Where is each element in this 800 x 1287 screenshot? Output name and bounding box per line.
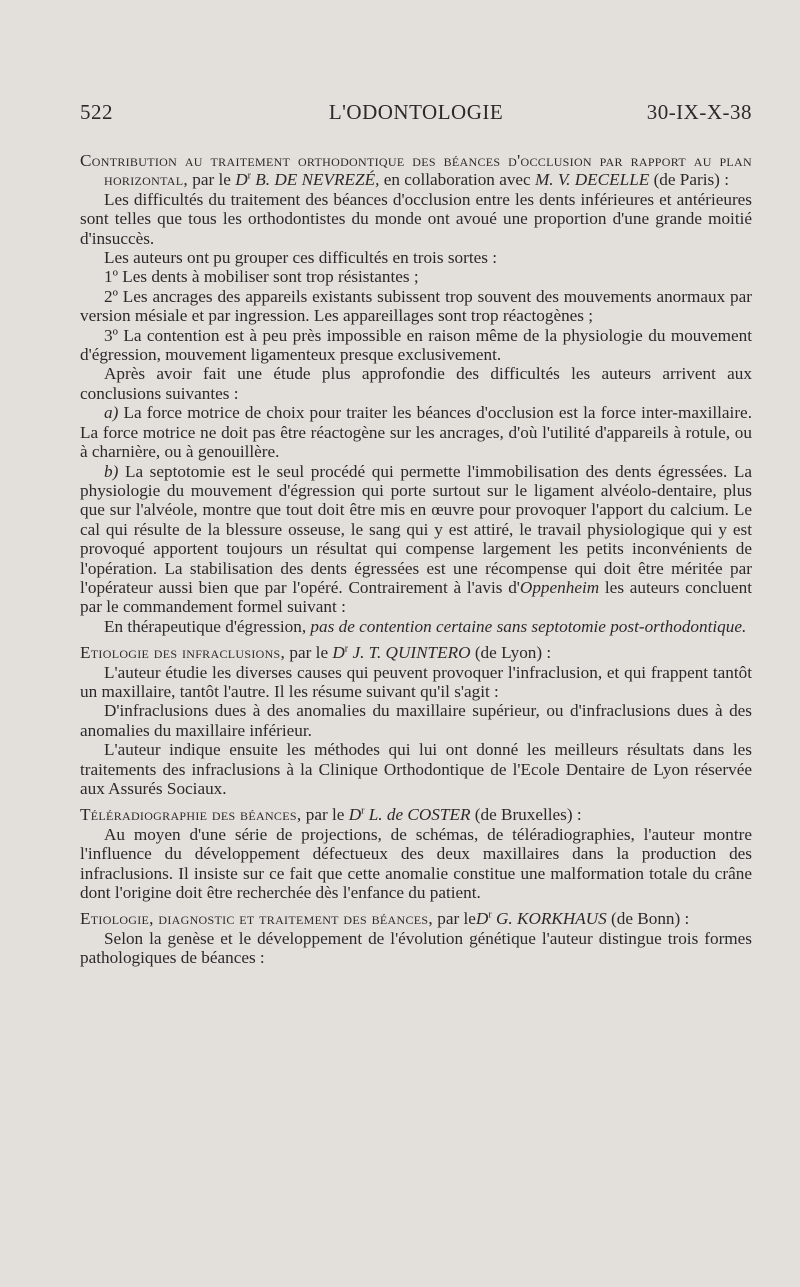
paragraph: Au moyen d'une série de projections, de schémas, de téléradiographies, l'auteur montre l'influence du développement défectueux des deux maxillaires dans la production des infraclusions. Il insiste sur ce fait que cette anomalie constitue une malformation totale du crâne dont l'origine doit être recherchée dès l'enfance du patient. [80,824,752,903]
paragraph: Les auteurs ont pu grouper ces difficultés en trois sortes : [104,248,497,268]
list-item: 2º Les ancrages des appareils existants subissent trop souvent des mouvements anormaux par version mésiale et par ingression. Les appareillages sont trop réactogènes ; [80,286,752,326]
paragraph: Après avoir fait une étude plus approfondie des difficultés les auteurs arrivent aux conclusions suivantes : [80,364,752,403]
author-title: D [235,170,248,190]
section-title: Contribution au traitement orthodontique des béances d'occlusion par rapport au plan horizontal, [80,151,752,190]
page-number: 522 [80,100,113,124]
paragraph: Les difficultés du traitement des béances d'occlusion entre les dents inférieures et antérieures sont telles que tous les orthodontistes du monde ont avoué une proportion d'une grande moitié d'insuccès. [80,189,752,248]
section-heading-2: Etiologie des infraclusions, par le $D^r$ J. T. QUINTERO (de Lyon) : [80,643,552,663]
conclusion-b: b) La septotomie est le seul procédé qui permette l'immobilisation des dents égressées. La physiologie du mouvement d'égression qui porte surtout sur le ligament alvéolo-dentaire, plus que sur l'alvéole, montre que tout doit être mis en œuvre pour provoquer l'apport du calcium. Le cal qui résulte de la blessure osseuse, le sang qui y est attiré, le travail physiologique qui y est provoqué apportent toujours un résultat qui compense largement les petits inconvénients de l'opération. La stabilisation des dents égressées est une récompense qui doit être méritée par l'opérateur aussi bien que par l'opéré. Contrairement à l'avis d'Oppenheim les auteurs concluent par le commandement formel suivant : [80,461,752,617]
paragraph: D'infraclusions dues à des anomalies du maxillaire supérieur, ou d'infraclusions dues à des anomalies du maxillaire inférieur. [80,701,752,740]
coauthor-name: M. V. DECELLE [534,170,650,190]
paragraph: L'auteur indique ensuite les méthodes qui lui ont donné les meilleurs résultats dans les traitements des infraclusions à la Clinique Orthodontique de l'Ecole Dentaire de Lyon réservée aux Assurés Sociaux. [80,740,752,798]
issue-date: 30-IX-X-38 [646,100,752,124]
article-body [80,151,752,968]
paragraph: L'auteur étudie les diverses causes qui peuvent provoquer l'infraclusion, et qui frappent tantôt un maxillaire, tantôt l'autre. Il les résume suivant qu'il s'agit : [80,662,752,701]
page-header [80,100,752,130]
conclusion-a: a) La force motrice de choix pour traiter les béances d'occlusion est la force inter-maxillaire. La force motrice ne doit pas être réactogène sur les ancrages, d'où l'utilité d'appareils à rotule, ou à charnière, ou à genouillère. [80,403,752,462]
section-heading-1: Contribution au traitement orthodontique des béances d'occlusion par rapport au plan horizontal, par le $D^r$ B. DE NEVREZÉ, en collaboration avec M. V. DECELLE (de Paris) : [80,151,752,190]
section-title: Etiologie, diagnostic et traitement des béances, [80,909,433,929]
paragraph: En thérapeutique d'égression, pas de contention certaine sans septotomie post-orthodontique. [104,616,747,636]
list-item: 3º La contention est à peu près impossible en raison même de la physiologie du mouvement d'égression, mouvement ligamenteux presque exclusivement. [80,325,752,365]
section-heading-3: Téléradiographie des béances, par le $D^r$ L. de COSTER (de Bruxelles) : [80,805,582,825]
section-heading-4: Etiologie, diagnostic et traitement des béances, par leD$^r$ G. KORKHAUS (de Bonn) : [80,909,690,929]
journal-title: L'ODONTOLOGIE [328,100,504,124]
author-name: G. KORKHAUS [491,909,607,929]
section-title: Téléradiographie des béances, [80,805,302,825]
paragraph: Selon la genèse et le développement de l'évolution génétique l'auteur distingue trois formes pathologiques de béances : [80,928,752,968]
author-name: J. T. QUINTERO [348,643,471,663]
author-name: L. de COSTER [364,805,471,825]
section-title: Etiologie des infraclusions, [80,643,286,663]
author-name: B. DE NEVREZÉ, [250,170,380,190]
list-item: 1º Les dents à mobiliser sont trop résistantes ; [104,267,419,287]
